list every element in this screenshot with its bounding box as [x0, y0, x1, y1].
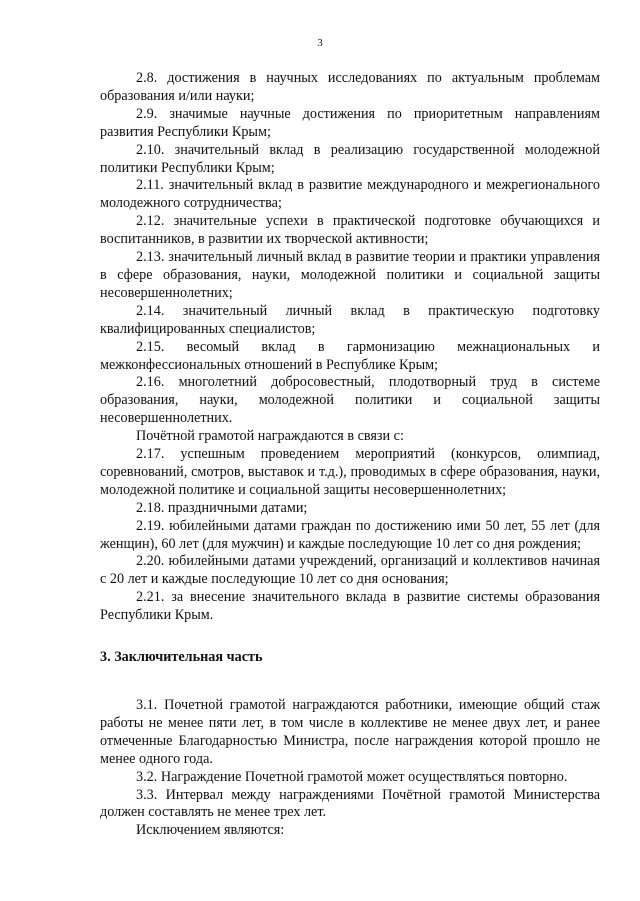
section-3-heading: 3. Заключительная часть	[100, 649, 263, 666]
item-2-17: 2.17. успешным проведением мероприятий (конкурсов, олимпиад, соревнований, смотров, выставок и т.д.), проводимых в сфере образования, науки, молодежной политике и социальной защиты несовершеннолетних;	[100, 446, 600, 498]
item-2-9: 2.9. значимые научные достижения по приоритетным направлениям развития Республики Крым;	[100, 105, 600, 140]
item-2-20: 2.20. юбилейными датами учреждений, организаций и коллективов начиная с 20 лет и каждые последующие 10 лет со дня основания;	[100, 553, 600, 588]
item-3-3: 3.3. Интервал между награждениями Почётной грамотой Министерства должен составлять не менее трех лет.	[100, 786, 600, 821]
item-2-21: 2.21. за внесение значительного вклада в развитие системы образования Республики Крым.	[100, 589, 600, 624]
item-2-13: 2.13. значительный личный вклад в развитие теории и практики управления в сфере образования, науки, молодежной политики и социальной защиты несовершеннолетних;	[100, 249, 600, 301]
item-2-10: 2.10. значительный вклад в реализацию государственной молодежной политики Республики Крым;	[100, 141, 600, 176]
item-2-8: 2.8. достижения в научных исследованиях по актуальным проблемам образования и/или науки;	[100, 70, 600, 104]
exceptions-intro: Исключением являются:	[136, 822, 285, 839]
item-3-2: 3.2. Награждение Почетной грамотой может осуществляться повторно.	[136, 768, 568, 785]
document-body	[100, 70, 600, 840]
page-number: 3	[317, 37, 323, 49]
item-2-19: 2.19. юбилейными датами граждан по достижению ими 50 лет, 55 лет (для женщин), 60 лет (для мужчин) и каждые последующие 10 лет со дня рождения;	[100, 517, 600, 552]
item-2-15: 2.15. весомый вклад в гармонизацию межнациональных и межконфессиональных отношений в Республике Крым;	[100, 338, 600, 373]
item-2-12: 2.12. значительные успехи в практической подготовке обучающихся и воспитанников, в развитии их творческой активности;	[100, 213, 600, 248]
item-2-11: 2.11. значительный вклад в развитие международного и межрегионального молодежного сотрудничества;	[100, 177, 600, 212]
occasions-intro: Почётной грамотой награждаются в связи с:	[136, 428, 404, 445]
item-2-18: 2.18. праздничными датами;	[136, 499, 308, 516]
item-3-1: 3.1. Почетной грамотой награждаются работники, имеющие общий стаж работы не менее пяти лет, в том числе в коллективе не менее двух лет, и ранее отмеченные Благодарностью Министра, после награждения которой прошло не менее одного года.	[100, 697, 600, 767]
item-2-16: 2.16. многолетний добросовестный, плодотворный труд в системе образования, науки, молодежной политики и социальной защиты несовершеннолетних.	[100, 374, 600, 427]
item-2-14: 2.14. значительный личный вклад в практическую подготовку квалифицированных специалистов;	[100, 302, 600, 337]
